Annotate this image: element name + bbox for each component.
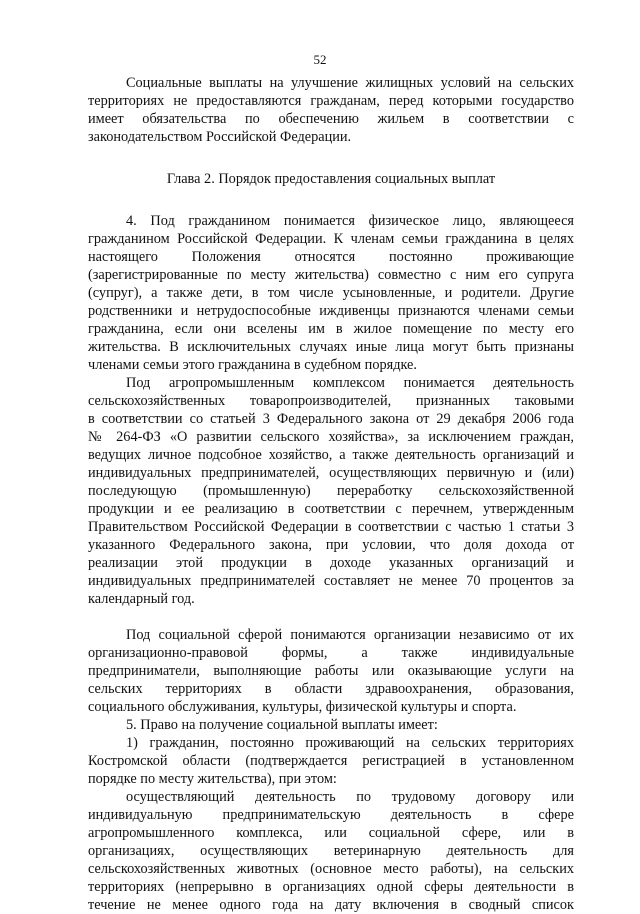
text-line: календарный год. — [88, 591, 195, 607]
text-line: Социальные выплаты на улучшение жилищных условий на сельских — [126, 75, 574, 91]
text-line: в соответствии со статьей 3 Федерального закона от 29 декабря 2006 года — [88, 411, 574, 427]
text-line: агропромышленного комплекса, или социальной сфере, или в — [88, 825, 574, 841]
text-line: указанного Федерального закона, при условии, что доля дохода от — [88, 537, 574, 553]
text-line: имеет обязательства по обеспечению жильем в соответствии с — [88, 111, 574, 127]
text-line: предприниматели, выполняющие работы или оказывающие услуги на — [88, 663, 574, 679]
text-line: территориях (непрерывно в организациях одной сферы деятельности в — [88, 879, 574, 895]
paragraph-agro — [88, 374, 574, 608]
paragraph-4 — [88, 212, 574, 374]
text-line: течение не менее одного года на дату включения в сводный список — [88, 897, 574, 913]
text-line: последующую (промышленную) переработку сельскохозяйственной — [88, 483, 574, 499]
text-line: продукции и ее реализацию в соответствии с перечнем, утвержденным — [88, 501, 574, 517]
page-number: 52 — [313, 52, 327, 67]
text-line: организационно-правовой формы, а также индивидуальные — [88, 645, 574, 661]
text-line: родственники и нетрудоспособные иждивенцы признаются членами семьи — [88, 303, 574, 319]
text-line: индивидуальных предпринимателей, осуществляющих первичную и (или) — [88, 465, 574, 481]
text-line: сельскохозяйственных товаропроизводителей, признанных таковыми — [88, 393, 574, 409]
paragraph-5-1 — [88, 734, 574, 788]
text-line: Под социальной сферой понимаются организации независимо от их — [126, 627, 574, 643]
text-line: настоящего Положения относятся постоянно проживающие — [88, 249, 574, 265]
text-line: Костромской области (подтверждается регистрацией в установленном — [88, 753, 574, 769]
text-line: гражданином Российской Федерации. К членам семьи гражданина в целях — [88, 231, 574, 247]
text-line: организациях, осуществляющих ветеринарную деятельность для — [88, 843, 574, 859]
text-line: Правительством Российской Федерации в соответствии с частью 1 статьи 3 — [88, 519, 574, 535]
text-line: 5. Право на получение социальной выплаты имеет: — [126, 717, 438, 733]
text-line: 4. Под гражданином понимается физическое лицо, являющееся — [126, 213, 574, 229]
text-line: членами семьи этого гражданина в судебном порядке. — [88, 357, 417, 373]
text-line: реализации этой продукции в доходе указанных организаций и — [88, 555, 574, 571]
text-line: территориях не предоставляются гражданам, перед которыми государство — [88, 93, 574, 109]
paragraph-social — [88, 626, 574, 716]
text-line: Под агропромышленным комплексом понимается деятельность — [126, 375, 574, 391]
paragraph-5 — [88, 716, 574, 734]
document-body — [88, 74, 574, 914]
text-line: ведущих личное подсобное хозяйство, а также деятельность организаций и — [88, 447, 574, 463]
paragraph-5-1-a — [88, 788, 574, 914]
text-line: социального обслуживания, культуры, физической культуры и спорта. — [88, 699, 517, 715]
text-line: сельскохозяйственных животных (основное место работы), на сельских — [88, 861, 574, 877]
text-line: порядке по месту жительства), при этом: — [88, 771, 337, 787]
text-line: законодательством Российской Федерации. — [88, 129, 352, 145]
text-line: (зарегистрированные по месту жительства) совместно с ним его супруга — [88, 267, 574, 283]
text-line: сельских территориях в области здравоохранения, образования, — [88, 681, 574, 697]
text-line: (супруг), а также дети, в том числе усыновленные, и родители. Другие — [88, 285, 574, 301]
text-line: индивидуальных предпринимателей составляет не менее 70 процентов за — [88, 573, 574, 589]
text-line: № 264-ФЗ «О развитии сельского хозяйства», за исключением граждан, — [88, 429, 574, 445]
text-line: осуществляющий деятельность по трудовому договору или — [126, 789, 574, 805]
text-line: жительства. В исключительных случаях иные лица могут быть признаны — [88, 339, 574, 355]
text-line: гражданина, если они вселены им в жилое помещение по месту его — [88, 321, 574, 337]
paragraph-intro — [88, 74, 574, 146]
text-line: 1) гражданин, постоянно проживающий на сельских территориях — [126, 735, 574, 751]
chapter-heading: Глава 2. Порядок предоставления социальных выплат — [166, 171, 496, 187]
text-line: индивидуальную предпринимательскую деятельность в сфере — [88, 807, 574, 823]
